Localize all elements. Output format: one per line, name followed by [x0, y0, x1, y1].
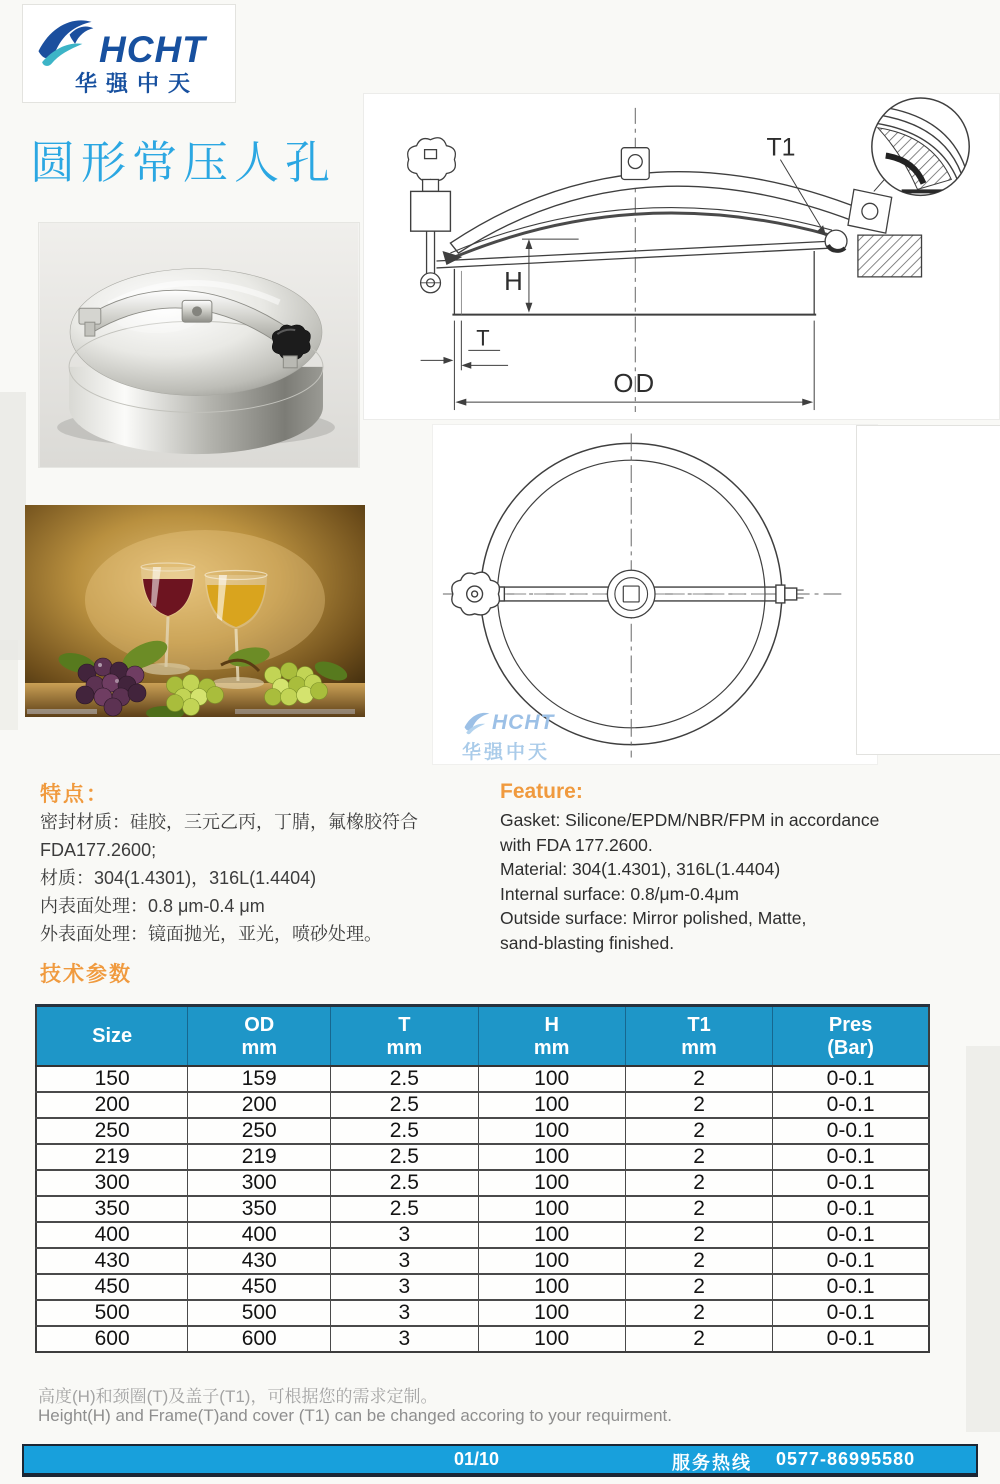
- table-cell: 0-0.1: [773, 1144, 929, 1170]
- table-cell: 100: [478, 1248, 625, 1274]
- table-cell: 0-0.1: [773, 1170, 929, 1196]
- table-cell: 400: [36, 1222, 188, 1248]
- table-cell: 2: [625, 1300, 772, 1326]
- table-cell: 2: [625, 1170, 772, 1196]
- side-view-drawing: [364, 94, 999, 419]
- table-row: [36, 1144, 929, 1170]
- table-row: [36, 1092, 929, 1118]
- dim-label-t: T: [476, 325, 490, 351]
- table-header-cell: T1 mm: [625, 1006, 772, 1066]
- table-header-cell: OD mm: [188, 1006, 331, 1066]
- table-cell: 100: [478, 1196, 625, 1222]
- table-cell: 0-0.1: [773, 1118, 929, 1144]
- feature-line: with FDA 177.2600.: [500, 834, 653, 855]
- table-cell: 400: [188, 1222, 331, 1248]
- table-cell: 100: [478, 1274, 625, 1300]
- table-cell: 250: [36, 1118, 188, 1144]
- table-row: [36, 1170, 929, 1196]
- table-cell: 600: [188, 1326, 331, 1352]
- table-cell: 0-0.1: [773, 1092, 929, 1118]
- spec-table-body: [36, 1066, 929, 1352]
- table-cell: 2: [625, 1222, 772, 1248]
- table-cell: 0-0.1: [773, 1274, 929, 1300]
- table-header-cell: T mm: [331, 1006, 478, 1066]
- scan-artifact: [966, 1046, 1000, 1432]
- table-cell: 3: [331, 1300, 478, 1326]
- table-cell: 300: [188, 1170, 331, 1196]
- table-cell: 2: [625, 1326, 772, 1352]
- table-cell: 500: [36, 1300, 188, 1326]
- table-cell: 2: [625, 1274, 772, 1300]
- note-en: Height(H) and Frame(T)and cover (T1) can be changed accoring to your requirment.: [38, 1406, 673, 1425]
- table-cell: 100: [478, 1066, 625, 1092]
- table-row: [36, 1248, 929, 1274]
- table-cell: 350: [188, 1196, 331, 1222]
- table-cell: 0-0.1: [773, 1222, 929, 1248]
- table-cell: 100: [478, 1144, 625, 1170]
- table-cell: 159: [188, 1066, 331, 1092]
- table-cell: 600: [36, 1326, 188, 1352]
- specs-heading: 技术参数: [40, 963, 132, 986]
- features-cn-section: [40, 808, 480, 948]
- table-cell: 0-0.1: [773, 1248, 929, 1274]
- table-cell: 250: [188, 1118, 331, 1144]
- page-title: 圆形常压人孔: [30, 137, 337, 188]
- dim-label-t1: T1: [766, 134, 796, 162]
- table-row: [36, 1326, 929, 1352]
- feature-line: Gasket: Silicone/EPDM/NBR/FPM in accordance: [500, 810, 880, 830]
- table-cell: 219: [188, 1144, 331, 1170]
- feature-line: 内表面处理：0.8 μm-0.4 μm: [40, 896, 265, 916]
- table-cell: 3: [331, 1326, 478, 1352]
- page-number: 01/10: [454, 1449, 500, 1469]
- table-cell: 100: [478, 1170, 625, 1196]
- table-cell: 2.5: [331, 1118, 478, 1144]
- features-en-section: [500, 808, 970, 955]
- table-cell: 430: [36, 1248, 188, 1274]
- table-row: [36, 1300, 929, 1326]
- table-cell: 200: [36, 1092, 188, 1118]
- table-cell: 100: [478, 1300, 625, 1326]
- table-cell: 2.5: [331, 1066, 478, 1092]
- wine-photo: [25, 505, 365, 717]
- hcht-watermark-icon: [462, 710, 492, 736]
- table-cell: 2: [625, 1066, 772, 1092]
- table-cell: 2.5: [331, 1144, 478, 1170]
- feature-line: 材质：304(1.4301)，316L(1.4404): [40, 868, 317, 888]
- table-cell: 100: [478, 1118, 625, 1144]
- footer-bar: [22, 1444, 978, 1477]
- table-header-cell: H mm: [478, 1006, 625, 1066]
- table-cell: 2: [625, 1118, 772, 1144]
- feature-line: 外表面处理：镜面抛光，亚光，喷砂处理。: [40, 924, 382, 944]
- table-cell: 3: [331, 1274, 478, 1300]
- scan-artifact: [0, 392, 26, 660]
- feature-line: FDA177.2600;: [40, 840, 157, 860]
- table-header-row: [36, 1006, 929, 1066]
- table-cell: 2: [625, 1144, 772, 1170]
- feature-line: Outside surface: Mirror polished, Matte,: [500, 908, 807, 928]
- table-cell: 2.5: [331, 1092, 478, 1118]
- table-row: [36, 1196, 929, 1222]
- table-cell: 2.5: [331, 1196, 478, 1222]
- note-cn: 高度(H)和颈圈(T)及盖子(T1)，可根据您的需求定制。: [38, 1387, 438, 1406]
- table-cell: 100: [478, 1326, 625, 1352]
- table-cell: 450: [188, 1274, 331, 1300]
- table-cell: 219: [36, 1144, 188, 1170]
- scan-artifact: [0, 640, 18, 730]
- table-cell: 300: [36, 1170, 188, 1196]
- feature-line: sand-blasting finished.: [500, 932, 675, 953]
- table-row: [36, 1066, 929, 1092]
- table-header-cell: Size: [36, 1006, 188, 1066]
- table-cell: 350: [36, 1196, 188, 1222]
- spec-table: [35, 1004, 930, 1353]
- table-cell: 3: [331, 1222, 478, 1248]
- table-cell: 150: [36, 1066, 188, 1092]
- side-view-drawing-box: [363, 93, 1000, 420]
- watermark-tagline: 华强中天: [462, 742, 551, 763]
- hotline-label: 服务热线: [672, 1453, 752, 1473]
- table-cell: 2: [625, 1092, 772, 1118]
- table-cell: 2.5: [331, 1170, 478, 1196]
- table-cell: 450: [36, 1274, 188, 1300]
- feature-line: 密封材质：硅胶，三元乙丙，丁腈，氟橡胶符合: [40, 812, 418, 832]
- table-cell: 2: [625, 1196, 772, 1222]
- table-cell: 100: [478, 1092, 625, 1118]
- table-cell: 0-0.1: [773, 1066, 929, 1092]
- logo-text: HCHT: [99, 29, 206, 70]
- feature-line: Material: 304(1.4301), 316L(1.4404): [500, 859, 781, 879]
- feature-line: Internal surface: 0.8/μm-0.4μm: [500, 883, 740, 904]
- product-photo: [38, 222, 360, 468]
- dim-label-od: OD: [613, 370, 657, 399]
- table-cell: 0-0.1: [773, 1326, 929, 1352]
- table-row: [36, 1222, 929, 1248]
- table-row: [36, 1118, 929, 1144]
- watermark-text: HCHT: [492, 711, 555, 734]
- hotline-number: 0577-86995580: [776, 1449, 916, 1469]
- table-header-cell: Pres (Bar): [773, 1006, 929, 1066]
- table-cell: 100: [478, 1222, 625, 1248]
- features-cn-heading: 特点：: [40, 783, 109, 806]
- features-en-heading: Feature:: [500, 780, 583, 803]
- table-row: [36, 1274, 929, 1300]
- logo-box: [22, 4, 236, 103]
- table-cell: 200: [188, 1092, 331, 1118]
- table-cell: 3: [331, 1248, 478, 1274]
- dim-label-h: H: [504, 267, 523, 296]
- table-cell: 0-0.1: [773, 1196, 929, 1222]
- table-cell: 2: [625, 1248, 772, 1274]
- logo-tagline: 华强中天: [75, 71, 200, 96]
- empty-panel: [856, 425, 1000, 755]
- table-cell: 430: [188, 1248, 331, 1274]
- table-cell: 0-0.1: [773, 1300, 929, 1326]
- watermark-logo: [462, 710, 592, 764]
- table-cell: 500: [188, 1300, 331, 1326]
- hcht-logo-icon: [33, 13, 97, 71]
